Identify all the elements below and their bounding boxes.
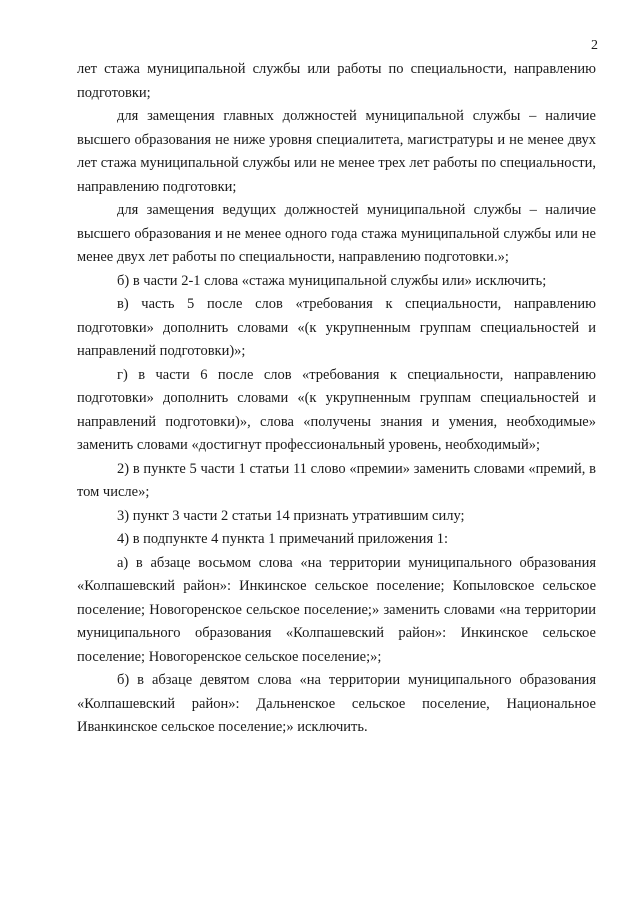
paragraph-subitem-a: а) в абзаце восьмом слова «на территории муниципального образования «Колпашевский район»: Инкинское сельское поселение; Копыловское сельское поселение; Новогоренское сельское поселение;» заменить словами «на территории муниципального образования «Колпашевский район»: Инкинское сельское поселение; Новогоренское сельское поселение;»;: [77, 554, 596, 665]
paragraph-point-4: 4) в подпункте 4 пункта 1 примечаний приложения 1:: [117, 531, 449, 547]
paragraph-leading-positions: для замещения ведущих должностей муниципальной службы – наличие высшего образования и не менее одного года стажа муниципальной службы или не менее двух лет работы по специальности, направлению подготовки.»;: [77, 202, 596, 265]
paragraph-item-v: в) часть 5 после слов «требования к специальности, направлению подготовки» дополнить словами «(к укрупненным группам специальностей и направлений подготовки)»;: [77, 296, 596, 359]
paragraph-main-positions: для замещения главных должностей муниципальной службы – наличие высшего образования не ниже уровня специалитета, магистратуры и не менее двух лет стажа муниципальной службы или не менее трех лет работы по специальности, направлению подготовки;: [77, 108, 596, 195]
paragraph-continuation: лет стажа муниципальной службы или работы по специальности, направлению подготовки;: [77, 61, 596, 101]
paragraph-item-b: б) в части 2-1 слова «стажа муниципальной службы или» исключить;: [117, 272, 547, 289]
paragraph-subitem-b: б) в абзаце девятом слова «на территории муниципального образования «Колпашевский район»: Дальненское сельское поселение, Национальное Иванкинское сельское поселение;» исключить.: [77, 672, 596, 735]
page-number: 2: [591, 38, 598, 53]
paragraph-item-g: г) в части 6 после слов «требования к специальности, направлению подготовки» дополнить словами «(к укрупненным группам специальностей и направлений подготовки)», слова «получены знания и умения, необходимые» заменить словами «достигнут профессиональный уровень, необходимый»;: [77, 366, 596, 453]
paragraph-point-3: 3) пункт 3 части 2 статьи 14 признать утратившим силу;: [117, 507, 465, 524]
paragraph-point-2: 2) в пункте 5 части 1 статьи 11 слово «премии» заменить словами «премий, в том числе»;: [77, 460, 596, 500]
document-body: [77, 58, 596, 740]
